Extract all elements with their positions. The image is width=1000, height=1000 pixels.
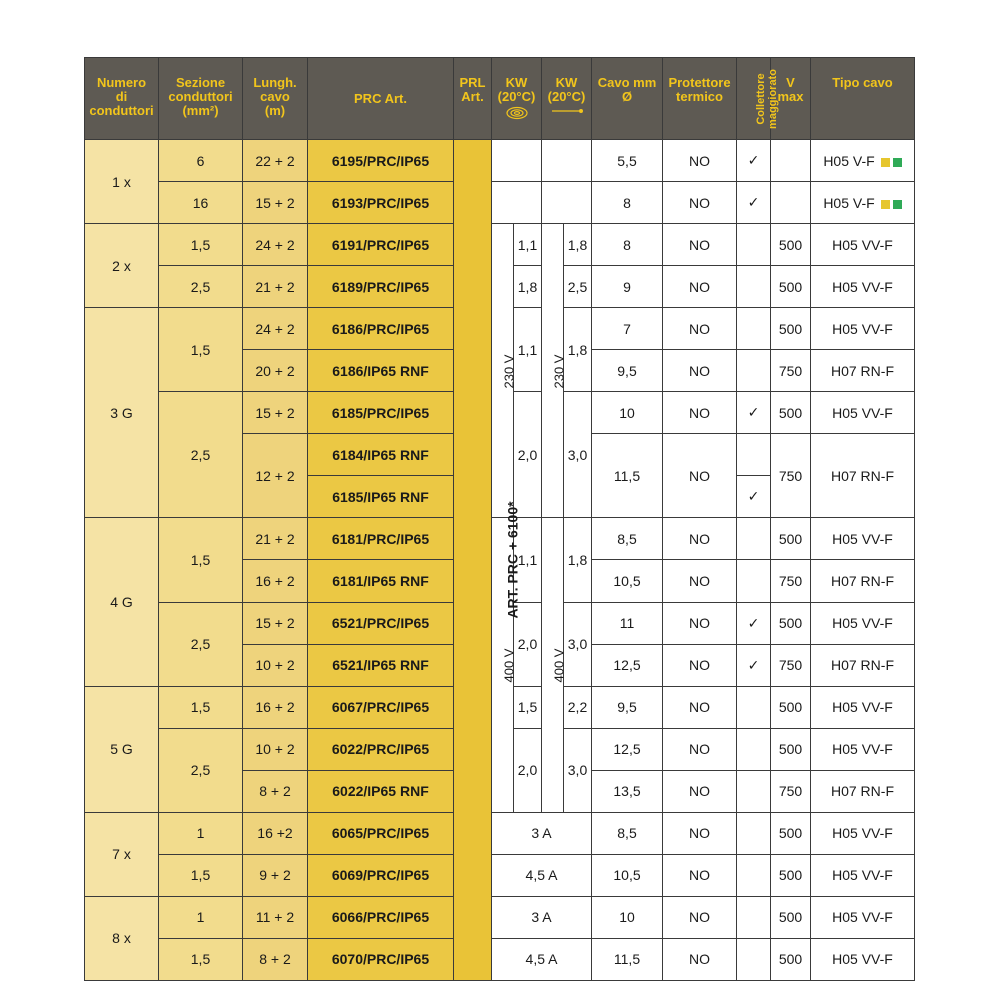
cell-collettore (737, 770, 771, 812)
cell-protettore: NO (663, 686, 737, 728)
cell-vmax: 750 (771, 770, 811, 812)
cell-protettore: NO (663, 140, 737, 182)
group-label: 3 G (85, 308, 159, 518)
green-swatch-icon (893, 200, 902, 209)
coil-icon (504, 106, 530, 120)
header-vmax: V max (771, 58, 811, 140)
check-icon: ✓ (737, 140, 771, 182)
cell-sezione: 16 (159, 182, 243, 224)
cell-sezione: 1,5 (159, 938, 243, 980)
cell-tipo: H05 VV-F (811, 812, 915, 854)
cell-prc-art: 6521/IP65 RNF (308, 644, 454, 686)
cell-collettore (737, 350, 771, 392)
cell-collettore (737, 434, 771, 476)
cell-collettore (737, 938, 771, 980)
cell-cavo: 8 (592, 224, 663, 266)
table-row (85, 140, 915, 182)
cell-prc-art: 6186/IP65 RNF (308, 350, 454, 392)
cell-sezione: 1,5 (159, 308, 243, 392)
cell-kw-line: 1,8 (564, 518, 592, 602)
header-prl-art: PRL Art. (454, 58, 492, 140)
cell-sezione: 1,5 (159, 686, 243, 728)
table-row (85, 938, 915, 980)
cell-prc-art: 6066/PRC/IP65 (308, 896, 454, 938)
header-cavo: Cavo mm Ø (592, 58, 663, 140)
header-protettore: Protettore termico (663, 58, 737, 140)
cell-prc-art: 6185/PRC/IP65 (308, 392, 454, 434)
cell-protettore: NO (663, 854, 737, 896)
cell-cavo: 10,5 (592, 854, 663, 896)
cell-protettore: NO (663, 308, 737, 350)
cell-kw-line: 2,2 (564, 686, 592, 728)
cell-protettore: NO (663, 896, 737, 938)
group-label: 8 x (85, 896, 159, 980)
prl-vertical-label: ART. PRC + 6100* (504, 501, 521, 619)
cell-tipo: H07 RN-F (811, 770, 915, 812)
cell-tipo: H07 RN-F (811, 560, 915, 602)
cell-kw-coil: 1,1 (514, 308, 542, 392)
check-icon: ✓ (737, 644, 771, 686)
cell-collettore (737, 224, 771, 266)
check-icon: ✓ (737, 602, 771, 644)
cell-collettore (737, 560, 771, 602)
cell-protettore: NO (663, 434, 737, 518)
cell-vmax (771, 182, 811, 224)
cell-kw-line: 2,5 (564, 266, 592, 308)
spec-table (84, 57, 915, 981)
cell-prc-art: 6181/PRC/IP65 (308, 518, 454, 560)
cell-kw-empty (492, 182, 542, 224)
cell-prc-art: 6186/PRC/IP65 (308, 308, 454, 350)
table-row (85, 182, 915, 224)
cell-collettore (737, 686, 771, 728)
cell-tipo: H05 VV-F (811, 896, 915, 938)
cell-cavo: 10 (592, 392, 663, 434)
cell-lungh: 20 + 2 (243, 350, 308, 392)
cell-prc-art: 6022/IP65 RNF (308, 770, 454, 812)
cell-vmax: 750 (771, 350, 811, 392)
cell-amp: 3 A (492, 896, 592, 938)
cell-kw-line: 3,0 (564, 392, 592, 518)
cell-vmax: 500 (771, 728, 811, 770)
cell-tipo: H05 V-F (811, 140, 915, 182)
cell-protettore: NO (663, 728, 737, 770)
voltage-400-line: 400 V (542, 518, 564, 812)
cell-lungh: 12 + 2 (243, 434, 308, 518)
cell-cavo: 10 (592, 896, 663, 938)
cell-tipo: H05 VV-F (811, 224, 915, 266)
cell-kw-line: 3,0 (564, 728, 592, 812)
cell-prc-art: 6185/IP65 RNF (308, 476, 454, 518)
cell-prc-art: 6189/PRC/IP65 (308, 266, 454, 308)
table-row (85, 518, 915, 560)
cell-prc-art: 6184/IP65 RNF (308, 434, 454, 476)
cable-icon (550, 106, 584, 116)
cell-vmax: 500 (771, 812, 811, 854)
cell-prc-art: 6521/PRC/IP65 (308, 602, 454, 644)
cell-cavo: 8,5 (592, 812, 663, 854)
header-collettore: Collettore maggiorato (737, 58, 771, 140)
cell-vmax: 500 (771, 266, 811, 308)
cell-vmax: 500 (771, 854, 811, 896)
group-label: 7 x (85, 812, 159, 896)
cell-lungh: 15 + 2 (243, 182, 308, 224)
cell-kw-coil: 1,1 (514, 224, 542, 266)
cell-amp: 3 A (492, 812, 592, 854)
cell-tipo: H05 VV-F (811, 728, 915, 770)
cell-lungh: 21 + 2 (243, 518, 308, 560)
cell-prc-art: 6191/PRC/IP65 (308, 224, 454, 266)
green-swatch-icon (893, 158, 902, 167)
cell-collettore (737, 812, 771, 854)
cell-protettore: NO (663, 770, 737, 812)
cell-lungh: 16 + 2 (243, 686, 308, 728)
cell-kw-line: 1,8 (564, 308, 592, 392)
cell-kw-coil: 2,0 (514, 728, 542, 812)
cell-kw-empty (542, 140, 592, 182)
cell-protettore: NO (663, 182, 737, 224)
cell-collettore (737, 896, 771, 938)
cell-cavo: 5,5 (592, 140, 663, 182)
cell-tipo: H05 VV-F (811, 308, 915, 350)
cell-tipo: H05 V-F (811, 182, 915, 224)
cell-tipo: H05 VV-F (811, 392, 915, 434)
table-row (85, 224, 915, 266)
cell-lungh: 10 + 2 (243, 644, 308, 686)
cell-protettore: NO (663, 644, 737, 686)
cell-protettore: NO (663, 518, 737, 560)
cell-cavo: 12,5 (592, 728, 663, 770)
table-row (85, 896, 915, 938)
voltage-230-coil: 230 V (492, 224, 514, 518)
cell-protettore: NO (663, 938, 737, 980)
cell-prc-art: 6065/PRC/IP65 (308, 812, 454, 854)
cell-protettore: NO (663, 560, 737, 602)
cell-cavo: 11,5 (592, 434, 663, 518)
cell-sezione: 2,5 (159, 602, 243, 686)
cell-kw-line: 1,8 (564, 224, 592, 266)
cell-prc-art: 6195/PRC/IP65 (308, 140, 454, 182)
cell-lungh: 8 + 2 (243, 938, 308, 980)
cell-vmax: 750 (771, 560, 811, 602)
cell-tipo: H05 VV-F (811, 602, 915, 644)
cell-prc-art: 6070/PRC/IP65 (308, 938, 454, 980)
cell-sezione: 1,5 (159, 224, 243, 266)
check-icon: ✓ (737, 182, 771, 224)
cell-cavo: 11,5 (592, 938, 663, 980)
cell-lungh: 22 + 2 (243, 140, 308, 182)
cell-lungh: 24 + 2 (243, 224, 308, 266)
cell-collettore (737, 266, 771, 308)
cell-tipo: H07 RN-F (811, 644, 915, 686)
cell-collettore (737, 854, 771, 896)
header-kw-line: KW (20°C) (542, 58, 592, 140)
group-label: 4 G (85, 518, 159, 686)
cell-kw-coil: 2,0 (514, 602, 542, 686)
cell-kw-coil: 2,0 (514, 392, 542, 518)
cell-lungh: 15 + 2 (243, 392, 308, 434)
cell-sezione: 2,5 (159, 392, 243, 518)
cell-vmax: 500 (771, 392, 811, 434)
header-numero: Numero di conduttori (85, 58, 159, 140)
header-row (85, 58, 915, 140)
cell-kw-coil: 1,8 (514, 266, 542, 308)
cell-tipo: H05 VV-F (811, 854, 915, 896)
yellow-swatch-icon (881, 158, 890, 167)
cell-prc-art: 6067/PRC/IP65 (308, 686, 454, 728)
cell-protettore: NO (663, 392, 737, 434)
cell-protettore: NO (663, 224, 737, 266)
cell-lungh: 10 + 2 (243, 728, 308, 770)
cell-protettore: NO (663, 266, 737, 308)
cell-lungh: 11 + 2 (243, 896, 308, 938)
header-lungh: Lungh. cavo (m) (243, 58, 308, 140)
cell-sezione: 1 (159, 812, 243, 854)
table-row (85, 812, 915, 854)
cell-protettore: NO (663, 602, 737, 644)
cell-vmax (771, 140, 811, 182)
cell-kw-coil: 1,1 (514, 518, 542, 602)
cell-protettore: NO (663, 812, 737, 854)
cell-cavo: 10,5 (592, 560, 663, 602)
cell-vmax: 500 (771, 686, 811, 728)
cell-vmax: 500 (771, 308, 811, 350)
cell-lungh: 24 + 2 (243, 308, 308, 350)
cell-vmax: 750 (771, 434, 811, 518)
cell-lungh: 16 +2 (243, 812, 308, 854)
cell-kw-empty (492, 140, 542, 182)
cell-tipo: H05 VV-F (811, 518, 915, 560)
cell-cavo: 9,5 (592, 686, 663, 728)
cell-sezione: 2,5 (159, 728, 243, 812)
cell-cavo: 8,5 (592, 518, 663, 560)
cell-collettore (737, 518, 771, 560)
cell-vmax: 500 (771, 896, 811, 938)
cell-cavo: 11 (592, 602, 663, 644)
cell-cavo: 12,5 (592, 644, 663, 686)
cell-amp: 4,5 A (492, 938, 592, 980)
cell-vmax: 500 (771, 518, 811, 560)
voltage-400-coil: 400 V (492, 518, 514, 812)
cell-kw-line: 3,0 (564, 602, 592, 686)
cell-sezione: 1,5 (159, 854, 243, 896)
cell-collettore (737, 308, 771, 350)
cell-tipo: H05 VV-F (811, 938, 915, 980)
cell-sezione: 1 (159, 896, 243, 938)
cell-tipo: H05 VV-F (811, 686, 915, 728)
cell-lungh: 8 + 2 (243, 770, 308, 812)
group-label: 2 x (85, 224, 159, 308)
cell-vmax: 500 (771, 602, 811, 644)
cell-tipo: H07 RN-F (811, 434, 915, 518)
cell-sezione: 6 (159, 140, 243, 182)
table-row (85, 854, 915, 896)
header-tipo-cavo: Tipo cavo (811, 58, 915, 140)
cell-lungh: 9 + 2 (243, 854, 308, 896)
check-icon: ✓ (737, 476, 771, 518)
cell-sezione: 1,5 (159, 518, 243, 602)
cell-prc-art: 6193/PRC/IP65 (308, 182, 454, 224)
cell-kw-empty (542, 182, 592, 224)
cell-lungh: 21 + 2 (243, 266, 308, 308)
cell-cavo: 7 (592, 308, 663, 350)
check-icon: ✓ (737, 392, 771, 434)
header-kw-coil: KW (20°C) (492, 58, 542, 140)
group-label: 1 x (85, 140, 159, 224)
cell-amp: 4,5 A (492, 854, 592, 896)
cell-collettore (737, 728, 771, 770)
cell-tipo: H07 RN-F (811, 350, 915, 392)
cell-kw-coil: 1,5 (514, 686, 542, 728)
yellow-swatch-icon (881, 200, 890, 209)
cell-tipo: H05 VV-F (811, 266, 915, 308)
cell-cavo: 9 (592, 266, 663, 308)
group-label: 5 G (85, 686, 159, 812)
cell-vmax: 500 (771, 224, 811, 266)
header-prc-art: PRC Art. (308, 58, 454, 140)
cell-cavo: 13,5 (592, 770, 663, 812)
cell-lungh: 15 + 2 (243, 602, 308, 644)
cell-lungh: 16 + 2 (243, 560, 308, 602)
cell-sezione: 2,5 (159, 266, 243, 308)
cell-cavo: 9,5 (592, 350, 663, 392)
header-sezione: Sezione conduttori (mm²) (159, 58, 243, 140)
cell-vmax: 500 (771, 938, 811, 980)
cell-prc-art: 6181/IP65 RNF (308, 560, 454, 602)
cell-protettore: NO (663, 350, 737, 392)
voltage-230-line: 230 V (542, 224, 564, 518)
cell-vmax: 750 (771, 644, 811, 686)
cell-cavo: 8 (592, 182, 663, 224)
cell-prc-art: 6069/PRC/IP65 (308, 854, 454, 896)
cell-prc-art: 6022/PRC/IP65 (308, 728, 454, 770)
